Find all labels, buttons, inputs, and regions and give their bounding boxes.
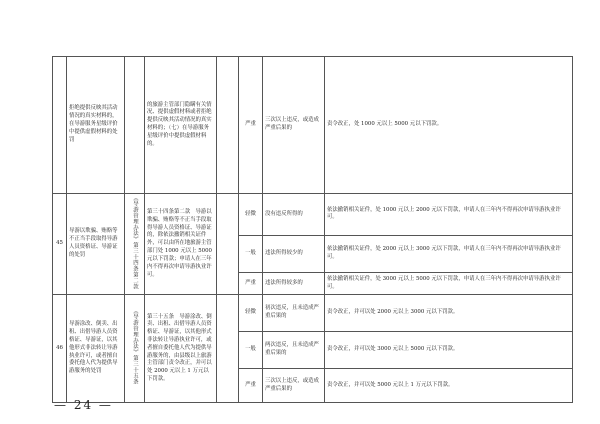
- clause-cell: 的旅游主管部门隐瞒有关情况、提供虚假材料或者拒绝提供反映其活动情况的真实材料的；（七）在导游服务星级评价中提供虚假材料的。: [145, 57, 217, 194]
- basis-text: 《导游管理办法》第三十四条第二款: [132, 195, 138, 290]
- standard-cell: 责令改正，处 1000 元以上 5000 元以下罚款。: [325, 57, 573, 194]
- row-number: [53, 57, 67, 194]
- standard-cell: 依法撤销相关证件，处 2000 元以上 3000 元以下罚款，申请人在三年内不得再次申请导游执业许可。: [325, 235, 573, 272]
- level-cell: 严重: [239, 369, 263, 403]
- empty-cell: [217, 194, 239, 295]
- row-number: 45: [53, 194, 67, 295]
- standard-cell: 责令改正，并可以处 2000 元以上 3000 元以下罚款。: [325, 295, 573, 332]
- basis-text: 《导游管理办法》第三十五条: [132, 308, 138, 386]
- level-cell: 一般: [239, 332, 263, 369]
- level-cell: 轻微: [239, 194, 263, 236]
- behavior-cell: 拒绝提供反映其活动情况的真实材料的，在导游服务星级评价中提供虚假材料的处罚: [67, 57, 125, 194]
- table-row: [53, 295, 573, 332]
- standard-cell: 责令改正，并可以处 5000 元以上 1 万元以下罚款。: [325, 369, 573, 403]
- criteria-cell: 两次违反，且未造成严重后果的: [263, 332, 325, 369]
- criteria-cell: 违法所得较多的: [263, 272, 325, 294]
- penalty-table: [52, 56, 573, 403]
- criteria-cell: 没有违反所得的: [263, 194, 325, 236]
- empty-cell: [217, 57, 239, 194]
- level-cell: 轻微: [239, 295, 263, 332]
- level-cell: 一般: [239, 235, 263, 272]
- empty-cell: [217, 295, 239, 403]
- basis-cell: [125, 295, 145, 403]
- behavior-cell: 导游以欺骗、贿赂等不正当手段取得导游人员资格证、导游证的处罚: [67, 194, 125, 295]
- standard-cell: 依法撤销相关证件，处 1000 元以上 2000 元以下罚款，申请人在三年内不得再次申请导游执业许可。: [325, 194, 573, 236]
- criteria-cell: 初次违反，且未造成严重后果的: [263, 295, 325, 332]
- page-number: — 24 —: [54, 398, 113, 412]
- basis-cell: [125, 57, 145, 194]
- clause-cell: 第三十四条第二款 导游以欺骗、贿赂等不正当手段取得导游人员资格证、导游证的，除依法撤销相关证件外，可以由所在地旅游主管部门处 1000 元以上 5000 元以下罚款；申请人在三年内不得再次申请导游执业许可。: [145, 194, 217, 295]
- row-number: 46: [53, 295, 67, 403]
- table-row: [53, 57, 573, 194]
- criteria-cell: 违法所得较少的: [263, 235, 325, 272]
- standard-cell: 责令改正，并可以处 3000 元以上 5000 元以下罚款。: [325, 332, 573, 369]
- standard-cell: 依法撤销相关证件，处 3000 元以上 5000 元以下罚款，申请人在三年内不得再次申请导游执业许可。: [325, 272, 573, 294]
- table-row: [53, 194, 573, 236]
- behavior-cell: 导游涂改、倒卖、出租、出借导游人员资格证、导游证，以其他形式非法转让导游执业许可，或者擅自委托他人代为提供导游服务的处罚: [67, 295, 125, 403]
- level-cell: 严重: [239, 57, 263, 194]
- level-cell: 严重: [239, 272, 263, 294]
- criteria-cell: 三次以上违反，或造成严重后果的: [263, 369, 325, 403]
- basis-cell: [125, 194, 145, 295]
- clause-cell: 第三十五条 导游涂改、倒卖、出租、出借导游人员资格证、导游证，以其他形式非法转让导游执业许可，或者擅自委托他人代为提供导游服务的，由县级以上旅游主管部门责令改正，并可以处 2000 元以上 1 万元以下罚款。: [145, 295, 217, 403]
- criteria-cell: 三次以上违反，或造成严重后果的: [263, 57, 325, 194]
